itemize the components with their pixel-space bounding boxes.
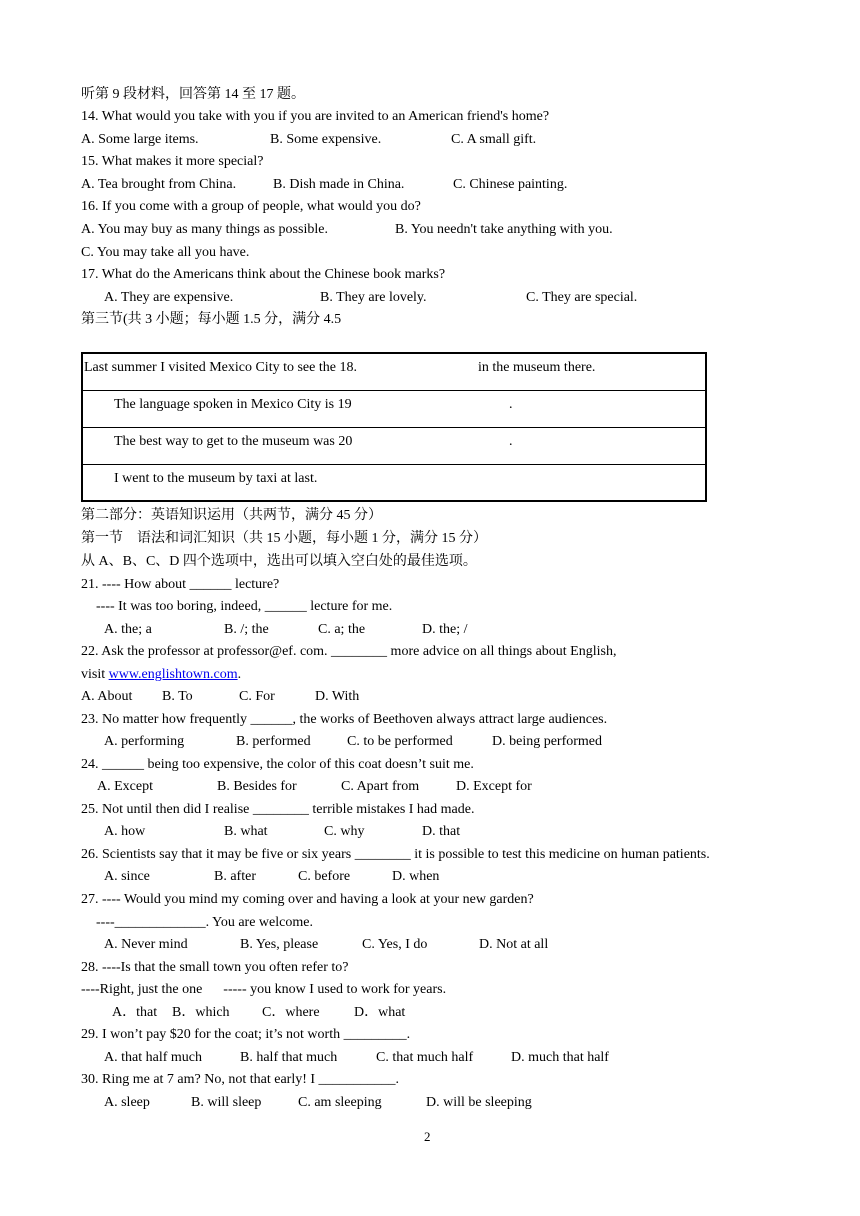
option-21b: B. /; the <box>224 622 269 637</box>
question-16: 16. If you come with a group of people, what would you do? <box>81 199 421 214</box>
visit-dot: . <box>237 667 242 682</box>
option-22a: A. About <box>81 689 133 704</box>
question-14: 14. What would you take with you if you are invited to an American friend's home? <box>81 109 550 124</box>
question-15: 15. What makes it more special? <box>81 154 264 169</box>
part2-title: 第二部分：英语知识运用（共两节，满分 45 分） <box>81 508 382 523</box>
englishtown-link[interactable]: www.englishtown.com <box>108 667 238 682</box>
part2-section1-title: 第一节 语法和词汇知识（共 15 小题，每小题 1 分，满分 15 分） <box>81 531 487 546</box>
option-17b: B. They are lovely. <box>320 290 427 305</box>
table-row <box>83 465 705 500</box>
option-27c: C. Yes, I do <box>362 937 428 952</box>
question-27: 27. ---- Would you mind my coming over and having a look at your new garden? <box>81 892 534 907</box>
option-28a: A．that <box>112 1005 158 1020</box>
option-17c: C. They are special. <box>526 290 638 305</box>
option-30d: D. will be sleeping <box>426 1095 532 1110</box>
question-21: 21. ---- How about ______ lecture? <box>81 577 280 592</box>
question-29: 29. I won’t pay $20 for the coat; it’s not worth _________. <box>81 1027 411 1042</box>
table-row-tail: . <box>509 397 513 412</box>
option-26d: D. when <box>392 869 440 884</box>
option-22d: D. With <box>315 689 360 704</box>
question-28: 28. ----Is that the small town you often refer to? <box>81 960 349 975</box>
option-27d: D. Not at all <box>479 937 549 952</box>
option-29c: C. that much half <box>376 1050 474 1065</box>
option-15c: C. Chinese painting. <box>453 177 568 192</box>
table-row-tail: . <box>509 434 513 449</box>
option-25d: D. that <box>422 824 461 839</box>
table-row-text: I went to the museum by taxi at last. <box>114 471 318 486</box>
option-28d: D．what <box>354 1005 406 1020</box>
option-23c: C. to be performed <box>347 734 453 749</box>
option-24a: A. Except <box>97 779 153 794</box>
table-row <box>83 391 705 428</box>
fill-in-table <box>81 352 707 502</box>
page-number: 2 <box>424 1129 431 1144</box>
option-25a: A. how <box>104 824 146 839</box>
option-25b: B. what <box>224 824 268 839</box>
question-17: 17. What do the Americans think about the Chinese book marks? <box>81 267 446 282</box>
option-25c: C. why <box>324 824 365 839</box>
table-row-text: Last summer I visited Mexico City to see the 18. <box>84 360 357 375</box>
section3-title: 第三节(共 3 小题；每小题 1.5 分，满分 4.5 <box>81 312 342 327</box>
option-14b: B. Some expensive. <box>270 132 382 147</box>
option-16c: C. You may take all you have. <box>81 245 250 260</box>
option-14a: A. Some large items. <box>81 132 199 147</box>
option-27a: A. Never mind <box>104 937 188 952</box>
option-15b: B. Dish made in China. <box>273 177 405 192</box>
option-16a: A. You may buy as many things as possible. <box>81 222 328 237</box>
table-row-tail: in the museum there. <box>478 360 596 375</box>
table-row-text: The language spoken in Mexico City is 19 <box>114 397 352 412</box>
question-21-reply: ---- It was too boring, indeed, ______ lecture for me. <box>96 599 393 614</box>
question-27-reply: ----_____________. You are welcome. <box>96 915 313 930</box>
option-29d: D. much that half <box>511 1050 609 1065</box>
option-17a: A. They are expensive. <box>104 290 234 305</box>
question-28-reply: ----Right, just the one ----- you know I used to work for years. <box>81 982 447 997</box>
option-16b: B. You needn't take anything with you. <box>395 222 613 237</box>
option-30a: A. sleep <box>104 1095 150 1110</box>
question-22-visit <box>81 666 241 684</box>
option-15a: A. Tea brought from China. <box>81 177 237 192</box>
option-29a: A. that half much <box>104 1050 202 1065</box>
question-22: 22. Ask the professor at professor@ef. com. ________ more advice on all things about English, <box>81 644 617 659</box>
option-14c: C. A small gift. <box>451 132 537 147</box>
option-23d: D. being performed <box>492 734 603 749</box>
option-23b: B. performed <box>236 734 311 749</box>
option-22c: C. For <box>239 689 275 704</box>
option-22b: B. To <box>162 689 193 704</box>
option-28c: C．where <box>262 1005 320 1020</box>
table-row <box>83 354 705 391</box>
option-27b: B. Yes, please <box>240 937 319 952</box>
option-26a: A. since <box>104 869 150 884</box>
visit-text: visit <box>81 667 109 682</box>
part2-instruction: 从 A、B、C、D 四个选项中，选出可以填入空白处的最佳选项。 <box>81 554 477 569</box>
table-row-text: The best way to get to the museum was 20 <box>114 434 353 449</box>
option-30b: B. will sleep <box>191 1095 262 1110</box>
option-21c: C. a; the <box>318 622 366 637</box>
option-30c: C. am sleeping <box>298 1095 382 1110</box>
question-24: 24. ______ being too expensive, the color of this coat doesn’t suit me. <box>81 757 474 772</box>
option-21d: D. the; / <box>422 622 468 637</box>
question-23: 23. No matter how frequently ______, the works of Beethoven always attract large audiences. <box>81 712 608 727</box>
question-25: 25. Not until then did I realise ________ terrible mistakes I had made. <box>81 802 475 817</box>
table-row <box>83 428 705 465</box>
option-29b: B. half that much <box>240 1050 338 1065</box>
option-28b: B．which <box>172 1005 230 1020</box>
question-26: 26. Scientists say that it may be five or six years ________ it is possible to test this medicine on human patients. <box>81 847 710 862</box>
option-26b: B. after <box>214 869 256 884</box>
option-21a: A. the; a <box>104 622 152 637</box>
option-23a: A. performing <box>104 734 185 749</box>
section-intro: 听第 9 段材料，回答第 14 至 17 题。 <box>81 87 305 102</box>
option-26c: C. before <box>298 869 351 884</box>
option-24c: C. Apart from <box>341 779 420 794</box>
question-30: 30. Ring me at 7 am? No, not that early! I ___________. <box>81 1072 400 1087</box>
option-24d: D. Except for <box>456 779 532 794</box>
option-24b: B. Besides for <box>217 779 297 794</box>
